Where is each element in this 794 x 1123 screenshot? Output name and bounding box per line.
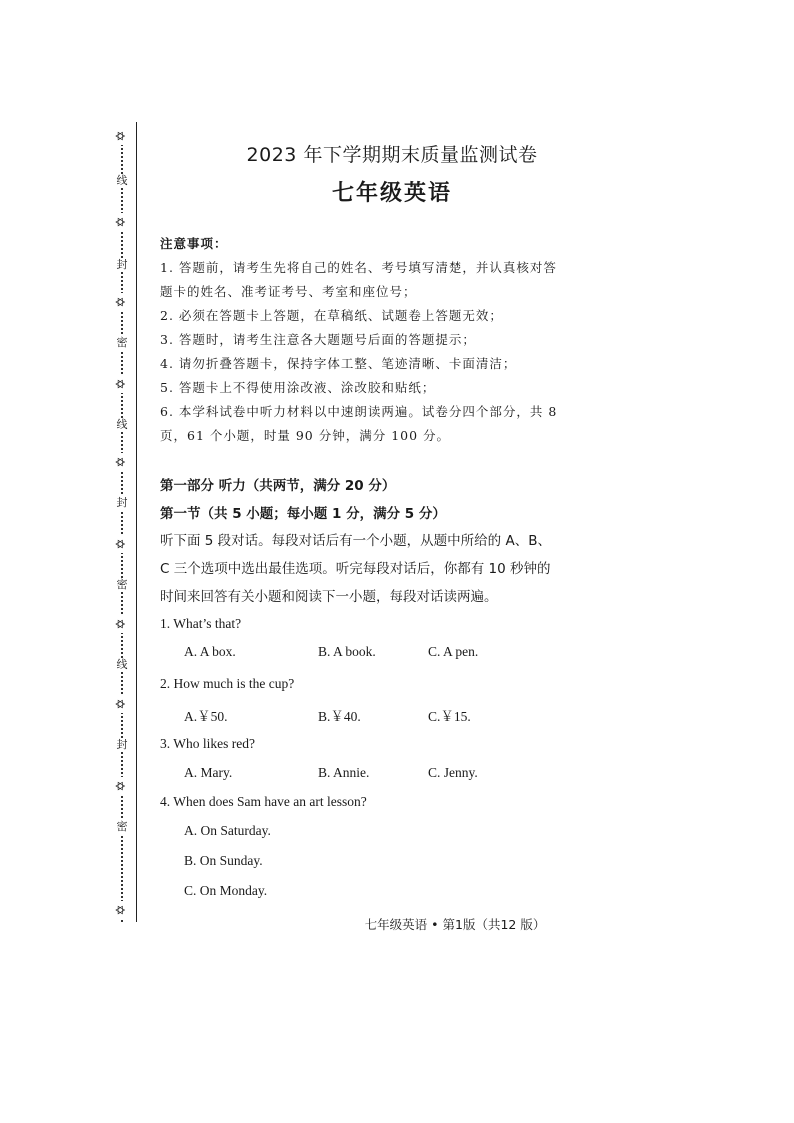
option-c: C. Jenny. xyxy=(428,765,478,780)
option-c: C. A pen. xyxy=(428,644,479,659)
margin-label: 密 xyxy=(112,336,132,350)
option-b: B. Annie. xyxy=(318,765,370,780)
dotted-seal-line xyxy=(121,132,123,922)
seal-line-margin xyxy=(112,122,142,922)
margin-label: 线 xyxy=(112,418,132,432)
notice-item: 3. 答题时，请考生注意各大题题号后面的答题提示； xyxy=(160,332,476,347)
option-a: A. A box. xyxy=(184,644,236,659)
star-icon: ✡ xyxy=(114,777,130,795)
margin-label: 线 xyxy=(112,658,132,672)
option-a: A. Mary. xyxy=(184,765,233,780)
star-icon: ✡ xyxy=(114,453,130,471)
question-stem: 1. What’s that? xyxy=(160,616,242,631)
margin-label: 密 xyxy=(112,820,132,834)
notice-item: 1. 答题前，请考生先将自己的姓名、考号填写清楚，并认真核对答题卡的姓名、准考证考号、考室和座位号； xyxy=(160,260,557,299)
notice-heading: 注意事项： xyxy=(160,236,228,251)
margin-label: 线 xyxy=(112,174,132,188)
margin-label: 封 xyxy=(112,738,132,752)
option-c: C. On Monday. xyxy=(184,883,268,898)
option-c: C.￥15. xyxy=(428,709,471,724)
star-icon: ✡ xyxy=(114,293,130,311)
star-icon: ✡ xyxy=(114,213,130,231)
option-b: B. A book. xyxy=(318,644,376,659)
question-stem: 3. Who likes red? xyxy=(160,736,255,751)
margin-label: 封 xyxy=(112,258,132,272)
star-icon: ✡ xyxy=(114,615,130,633)
notice-block xyxy=(160,232,565,448)
section-instructions: 听下面 5 段对话。每段对话后有一个小题，从题中所给的 A、B、C 三个选项中选出最佳选项。听完每段对话后，你都有 10 秒钟的时间来回答有关小题和阅读下一小题，每段对话读两遍。 xyxy=(160,533,551,605)
notice-item: 6. 本学科试卷中听力材料以中速朗读两遍。试卷分四个部分，共 8 页，61 个小题，时量 90 分钟，满分 100 分。 xyxy=(160,404,558,443)
notice-item: 4. 请勿折叠答题卡，保持字体工整、笔迹清晰、卡面清洁； xyxy=(160,356,517,371)
question-stem: 2. How much is the cup? xyxy=(160,676,295,691)
option-b: B.￥40. xyxy=(318,709,361,724)
exam-subtitle: 七年级英语 xyxy=(331,181,452,206)
star-icon: ✡ xyxy=(114,127,130,145)
section-heading: 第一节（共 5 小题；每小题 1 分，满分 5 分） xyxy=(160,506,446,522)
option-b: B. On Sunday. xyxy=(184,853,263,868)
notice-item: 2. 必须在答题卡上答题，在草稿纸、试题卷上答题无效； xyxy=(160,308,503,323)
star-icon: ✡ xyxy=(114,535,130,553)
page-footer: 七年级英语 • 第1版（共12 版） xyxy=(364,917,546,932)
star-icon: ✡ xyxy=(114,375,130,393)
option-a: A. On Saturday. xyxy=(184,823,271,838)
margin-label: 封 xyxy=(112,496,132,510)
notice-item: 5. 答题卡上不得使用涂改液、涂改胶和贴纸； xyxy=(160,380,436,395)
exam-title: 2023 年下学期期末质量监测试卷 xyxy=(246,144,538,166)
star-icon: ✡ xyxy=(114,695,130,713)
option-a: A.￥50. xyxy=(184,709,228,724)
margin-label: 密 xyxy=(112,578,132,592)
part-heading: 第一部分 听力（共两节，满分 20 分） xyxy=(160,478,396,494)
margin-border-line xyxy=(136,122,137,922)
question-stem: 4. When does Sam have an art lesson? xyxy=(160,794,367,809)
star-icon: ✡ xyxy=(114,901,130,919)
